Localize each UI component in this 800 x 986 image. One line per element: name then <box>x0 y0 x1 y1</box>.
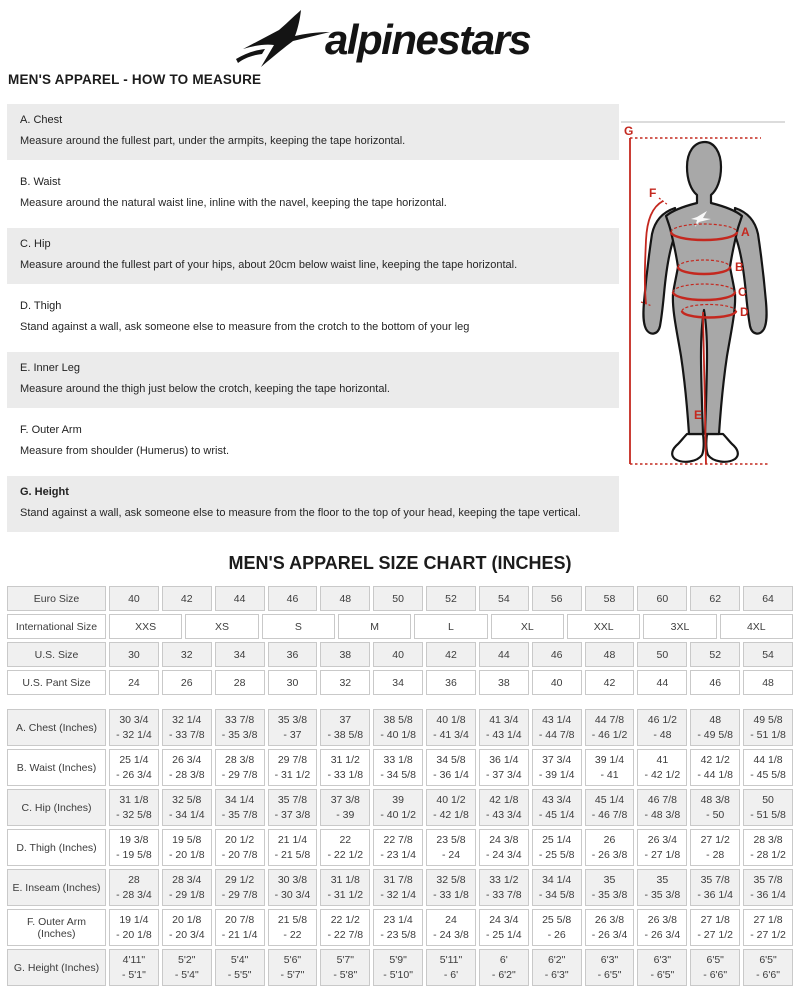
size-cell: 6'3" - 6'5" <box>585 949 635 986</box>
size-cell: 26 3/4 - 27 1/8 <box>637 829 687 866</box>
size-cell: 6' - 6'2" <box>479 949 529 986</box>
size-cell: 44 1/8 - 45 5/8 <box>743 749 793 786</box>
measure-section-description: Measure around the fullest part of your hips, about 20cm below waist line, keeping the tape horizontal. <box>20 259 518 271</box>
size-cell: 36 <box>268 642 318 667</box>
size-cell: 26 3/4 - 28 3/8 <box>162 749 212 786</box>
size-cell: L <box>414 614 487 639</box>
size-cell: 44 7/8 - 46 1/2 <box>585 709 635 746</box>
size-cell: XXS <box>109 614 182 639</box>
size-cell: 5'2" - 5'4" <box>162 949 212 986</box>
size-cell: 50 <box>637 642 687 667</box>
size-cell: 48 <box>585 642 635 667</box>
size-cell: 37 - 38 5/8 <box>320 709 370 746</box>
size-cell: 30 3/4 - 32 1/4 <box>109 709 159 746</box>
size-cell: 22 7/8 - 23 1/4 <box>373 829 423 866</box>
size-cell: 23 5/8 - 24 <box>426 829 476 866</box>
size-cell: 56 <box>532 586 582 611</box>
size-cell: 34 1/4 - 35 7/8 <box>215 789 265 826</box>
size-cell: 26 <box>162 670 212 695</box>
measure-section-description: Measure around the thigh just below the crotch, keeping the tape horizontal. <box>20 383 390 395</box>
size-cell: 31 1/8 - 31 1/2 <box>320 869 370 906</box>
measure-section <box>7 290 619 346</box>
row-label: D. Thigh (Inches) <box>7 829 106 866</box>
size-cell: 40 <box>109 586 159 611</box>
measure-section-label: E. Inner Leg <box>20 362 80 374</box>
size-cell: 44 <box>479 642 529 667</box>
size-header-row <box>7 642 793 667</box>
size-cell: 35 - 35 3/8 <box>637 869 687 906</box>
size-cell: 32 1/4 - 33 7/8 <box>162 709 212 746</box>
size-cell: 62 <box>690 586 740 611</box>
size-cell: 30 3/8 - 30 3/4 <box>268 869 318 906</box>
size-cell: 35 7/8 - 36 1/4 <box>690 869 740 906</box>
size-cell: 5'6" - 5'7" <box>268 949 318 986</box>
size-cell: 36 <box>426 670 476 695</box>
measurement-row <box>7 909 793 946</box>
size-cell: 6'5" - 6'6" <box>690 949 740 986</box>
measurement-row <box>7 789 793 826</box>
size-cell: 64 <box>743 586 793 611</box>
table-gap <box>7 698 793 709</box>
size-cell: 27 1/8 - 27 1/2 <box>743 909 793 946</box>
size-cell: 33 1/2 - 33 7/8 <box>479 869 529 906</box>
row-label: A. Chest (Inches) <box>7 709 106 746</box>
size-cell: XS <box>185 614 258 639</box>
row-label: U.S. Size <box>7 642 106 667</box>
size-cell: 27 1/2 - 28 <box>690 829 740 866</box>
size-cell: 34 <box>215 642 265 667</box>
logo-text: alpinestars <box>325 16 531 63</box>
size-cell: 41 3/4 - 43 1/4 <box>479 709 529 746</box>
size-cell: 20 1/8 - 20 3/4 <box>162 909 212 946</box>
size-cell: 40 1/2 - 42 1/8 <box>426 789 476 826</box>
measurement-row <box>7 869 793 906</box>
size-cell: 26 3/8 - 26 3/4 <box>637 909 687 946</box>
size-cell: 29 7/8 - 31 1/2 <box>268 749 318 786</box>
size-cell: 52 <box>426 586 476 611</box>
measure-section <box>7 352 619 408</box>
size-cell: 5'4" - 5'5" <box>215 949 265 986</box>
size-header-row <box>7 670 793 695</box>
size-cell: 20 1/2 - 20 7/8 <box>215 829 265 866</box>
size-cell: 44 <box>215 586 265 611</box>
size-cell: 24 <box>109 670 159 695</box>
size-cell: 48 3/8 - 50 <box>690 789 740 826</box>
row-label: G. Height (Inches) <box>7 949 106 986</box>
row-label: U.S. Pant Size <box>7 670 106 695</box>
measure-section <box>7 104 619 160</box>
size-cell: 25 1/4 - 25 5/8 <box>532 829 582 866</box>
size-cell: 60 <box>637 586 687 611</box>
size-cell: 39 - 40 1/2 <box>373 789 423 826</box>
size-cell: 36 1/4 - 37 3/4 <box>479 749 529 786</box>
size-cell: 20 7/8 - 21 1/4 <box>215 909 265 946</box>
size-cell: 6'2" - 6'3" <box>532 949 582 986</box>
size-cell: 35 7/8 - 36 1/4 <box>743 869 793 906</box>
size-cell: 46 1/2 - 48 <box>637 709 687 746</box>
measure-section <box>7 166 619 222</box>
size-cell: 5'9" - 5'10" <box>373 949 423 986</box>
size-cell: 19 3/8 - 19 5/8 <box>109 829 159 866</box>
size-cell: XXL <box>567 614 640 639</box>
measure-section-description: Measure around the fullest part, under the armpits, keeping the tape horizontal. <box>20 135 406 147</box>
size-cell: 4XL <box>720 614 793 639</box>
size-cell: 26 - 26 3/8 <box>585 829 635 866</box>
size-cell: 23 1/4 - 23 5/8 <box>373 909 423 946</box>
size-cell: 37 3/8 - 39 <box>320 789 370 826</box>
measure-section-label: D. Thigh <box>20 300 62 312</box>
size-cell: 32 <box>320 670 370 695</box>
size-cell: 22 1/2 - 22 7/8 <box>320 909 370 946</box>
size-cell: 22 - 22 1/2 <box>320 829 370 866</box>
row-label: E. Inseam (Inches) <box>7 869 106 906</box>
size-cell: 33 7/8 - 35 3/8 <box>215 709 265 746</box>
size-cell: 19 1/4 - 20 1/8 <box>109 909 159 946</box>
size-cell: 50 - 51 5/8 <box>743 789 793 826</box>
size-cell: 28 3/8 - 28 1/2 <box>743 829 793 866</box>
size-cell: 41 - 42 1/2 <box>637 749 687 786</box>
size-cell: 34 5/8 - 36 1/4 <box>426 749 476 786</box>
size-chart <box>7 586 793 986</box>
size-cell: 19 5/8 - 20 1/8 <box>162 829 212 866</box>
measure-section <box>7 476 619 532</box>
size-cell: 58 <box>585 586 635 611</box>
measure-sections <box>7 104 619 538</box>
body-diagram-icon <box>619 104 793 508</box>
figure-label-a: A <box>741 225 750 239</box>
measure-section-label: F. Outer Arm <box>20 424 82 436</box>
size-cell: 42 <box>426 642 476 667</box>
page-title: MEN'S APPAREL - HOW TO MEASURE <box>8 72 262 87</box>
size-cell: 44 <box>637 670 687 695</box>
size-cell: 38 5/8 - 40 1/8 <box>373 709 423 746</box>
size-cell: 42 1/2 - 44 1/8 <box>690 749 740 786</box>
size-header-row <box>7 614 793 639</box>
size-cell: 38 <box>320 642 370 667</box>
size-cell: 48 <box>320 586 370 611</box>
row-label: Euro Size <box>7 586 106 611</box>
body-measurement-figure <box>619 104 793 513</box>
figure-label-g: G <box>624 124 634 138</box>
size-cell: 42 <box>585 670 635 695</box>
size-cell: 48 <box>743 670 793 695</box>
measure-section-description: Stand against a wall, ask someone else to measure from the crotch to the bottom of your leg <box>20 321 470 333</box>
size-cell: 31 7/8 - 32 1/4 <box>373 869 423 906</box>
measure-section-label: G. Height <box>20 486 69 498</box>
size-cell: 35 7/8 - 37 3/8 <box>268 789 318 826</box>
size-cell: 35 - 35 3/8 <box>585 869 635 906</box>
size-cell: 24 3/4 - 25 1/4 <box>479 909 529 946</box>
alpinestars-logo-icon <box>235 9 565 67</box>
row-label: B. Waist (Inches) <box>7 749 106 786</box>
size-cell: 32 5/8 - 34 1/4 <box>162 789 212 826</box>
size-cell: 26 3/8 - 26 3/4 <box>585 909 635 946</box>
size-cell: 54 <box>743 642 793 667</box>
size-cell: 32 5/8 - 33 1/8 <box>426 869 476 906</box>
measure-section-label: C. Hip <box>20 238 51 250</box>
size-cell: 42 1/8 - 43 3/4 <box>479 789 529 826</box>
measure-section <box>7 228 619 284</box>
row-label: C. Hip (Inches) <box>7 789 106 826</box>
measure-section-description: Measure around the natural waist line, inline with the navel, keeping the tape horizontal. <box>20 197 447 209</box>
size-cell: 21 5/8 - 22 <box>268 909 318 946</box>
size-cell: 28 - 28 3/4 <box>109 869 159 906</box>
size-cell: 30 <box>268 670 318 695</box>
size-cell: 46 <box>268 586 318 611</box>
size-cell: XL <box>491 614 564 639</box>
size-cell: 49 5/8 - 51 1/8 <box>743 709 793 746</box>
size-cell: 25 5/8 - 26 <box>532 909 582 946</box>
size-cell: 43 3/4 - 45 1/4 <box>532 789 582 826</box>
size-cell: M <box>338 614 411 639</box>
measurement-row <box>7 709 793 746</box>
size-cell: 34 1/4 - 34 5/8 <box>532 869 582 906</box>
size-cell: S <box>262 614 335 639</box>
size-cell: 25 1/4 - 26 3/4 <box>109 749 159 786</box>
figure-label-b: B <box>735 260 744 274</box>
size-cell: 32 <box>162 642 212 667</box>
size-cell: 38 <box>479 670 529 695</box>
size-cell: 28 3/8 - 29 7/8 <box>215 749 265 786</box>
measure-area <box>7 104 793 538</box>
size-cell: 46 7/8 - 48 3/8 <box>637 789 687 826</box>
figure-label-e: E <box>694 408 703 422</box>
figure-label-c: C <box>738 285 747 299</box>
measurement-row <box>7 949 793 986</box>
size-cell: 3XL <box>643 614 716 639</box>
size-cell: 6'3" - 6'5" <box>637 949 687 986</box>
size-cell: 35 3/8 - 37 <box>268 709 318 746</box>
measure-section-description: Stand against a wall, ask someone else to measure from the floor to the top of your head, keeping the tape vertical. <box>20 507 581 519</box>
size-cell: 5'11" - 6' <box>426 949 476 986</box>
size-cell: 21 1/4 - 21 5/8 <box>268 829 318 866</box>
brand-logo <box>7 0 793 66</box>
size-chart-title: MEN'S APPAREL SIZE CHART (INCHES) <box>228 553 572 573</box>
size-cell: 5'7" - 5'8" <box>320 949 370 986</box>
size-cell: 6'5" - 6'6" <box>743 949 793 986</box>
size-cell: 24 - 24 3/8 <box>426 909 476 946</box>
row-label: International Size <box>7 614 106 639</box>
size-cell: 50 <box>373 586 423 611</box>
size-cell: 46 <box>532 642 582 667</box>
measure-section-label: B. Waist <box>20 176 61 188</box>
size-cell: 40 <box>532 670 582 695</box>
size-cell: 45 1/4 - 46 7/8 <box>585 789 635 826</box>
size-cell: 54 <box>479 586 529 611</box>
size-cell: 4'11" - 5'1" <box>109 949 159 986</box>
measure-section-description: Measure from shoulder (Humerus) to wrist. <box>20 445 230 457</box>
size-header-row <box>7 586 793 611</box>
size-cell: 34 <box>373 670 423 695</box>
size-cell: 46 <box>690 670 740 695</box>
size-cell: 24 3/8 - 24 3/4 <box>479 829 529 866</box>
size-cell: 48 - 49 5/8 <box>690 709 740 746</box>
size-cell: 27 1/8 - 27 1/2 <box>690 909 740 946</box>
size-cell: 31 1/2 - 33 1/8 <box>320 749 370 786</box>
measurement-row <box>7 829 793 866</box>
size-cell: 33 1/8 - 34 5/8 <box>373 749 423 786</box>
size-cell: 30 <box>109 642 159 667</box>
measure-section-label: A. Chest <box>20 114 63 126</box>
size-cell: 40 1/8 - 41 3/4 <box>426 709 476 746</box>
size-cell: 42 <box>162 586 212 611</box>
size-cell: 39 1/4 - 41 <box>585 749 635 786</box>
figure-label-f: F <box>649 186 657 200</box>
row-label: F. Outer Arm (Inches) <box>7 909 106 946</box>
size-cell: 31 1/8 - 32 5/8 <box>109 789 159 826</box>
measure-section <box>7 414 619 470</box>
size-cell: 29 1/2 - 29 7/8 <box>215 869 265 906</box>
size-cell: 43 1/4 - 44 7/8 <box>532 709 582 746</box>
measurement-row <box>7 749 793 786</box>
figure-label-d: D <box>740 305 749 319</box>
size-cell: 28 3/4 - 29 1/8 <box>162 869 212 906</box>
size-cell: 40 <box>373 642 423 667</box>
size-cell: 37 3/4 - 39 1/4 <box>532 749 582 786</box>
size-cell: 28 <box>215 670 265 695</box>
size-cell: 52 <box>690 642 740 667</box>
